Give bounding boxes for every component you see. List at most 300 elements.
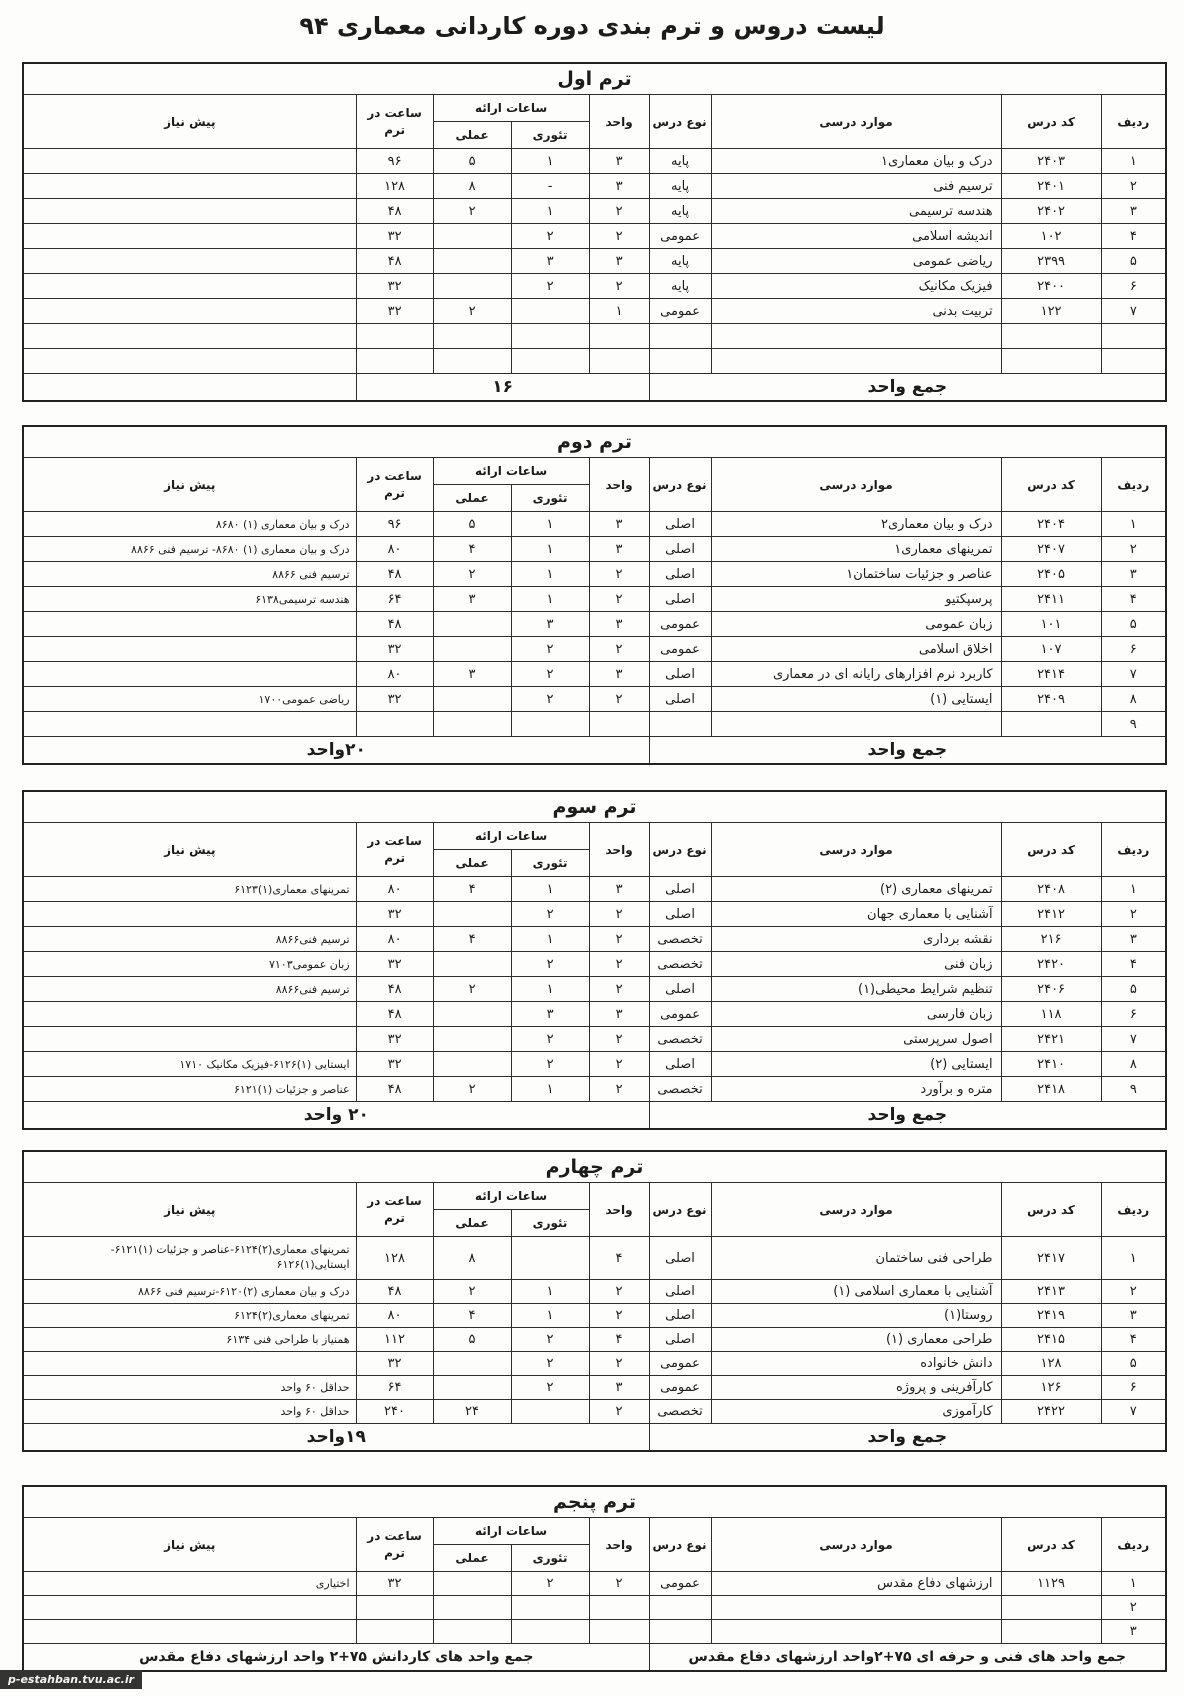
table-header xyxy=(23,63,1166,149)
table-header xyxy=(23,426,1166,512)
practical-hours-cell xyxy=(433,349,511,374)
theory-hours-cell: ۲ xyxy=(511,637,589,662)
header-practical: عملی xyxy=(433,1545,511,1572)
course-code-cell: ۲۴۰۴ xyxy=(1001,512,1101,537)
row-number-cell: ۹ xyxy=(1101,1077,1166,1102)
course-name-cell: فیزیک مکانیک xyxy=(711,274,1001,299)
term-hours-cell xyxy=(356,1620,433,1644)
practical-hours-cell xyxy=(433,902,511,927)
course-code-cell: ۱۰۷ xyxy=(1001,637,1101,662)
header-term-hours xyxy=(356,1183,433,1237)
course-code-cell: ۲۴۰۳ xyxy=(1001,149,1101,174)
course-name-cell: ایستایی (۲) xyxy=(711,1052,1001,1077)
header-hours-offered: ساعات ارائه xyxy=(433,823,589,850)
course-type-cell: اصلی xyxy=(649,902,711,927)
theory-hours-cell: ۱ xyxy=(511,877,589,902)
theory-hours-cell: ۱ xyxy=(511,1077,589,1102)
course-name-cell xyxy=(711,712,1001,737)
prerequisite-cell xyxy=(23,1352,356,1376)
table-row xyxy=(23,977,1166,1002)
row-number-cell: ۶ xyxy=(1101,1002,1166,1027)
header-term-hours-label: ساعت در ترم xyxy=(367,106,422,137)
table-row xyxy=(23,662,1166,687)
units-cell: ۲ xyxy=(589,1077,649,1102)
course-type-cell: اصلی xyxy=(649,1237,711,1280)
course-name-cell: اخلاق اسلامی xyxy=(711,637,1001,662)
course-type-cell: عمومی xyxy=(649,1376,711,1400)
prerequisite-cell xyxy=(23,712,356,737)
sum-value: جمع واحد های کاردانش ۷۵+۲ واحد ارزشهای دفاع مقدس xyxy=(23,1644,649,1672)
course-table xyxy=(22,790,1167,1130)
course-type-cell: اصلی xyxy=(649,877,711,902)
header-course-type: نوع درس xyxy=(649,1183,711,1237)
table-row xyxy=(23,712,1166,737)
course-name-cell xyxy=(711,349,1001,374)
course-code-cell: ۲۴۰۰ xyxy=(1001,274,1101,299)
course-type-cell: اصلی xyxy=(649,562,711,587)
units-cell: ۲ xyxy=(589,687,649,712)
practical-hours-cell: ۳ xyxy=(433,587,511,612)
practical-hours-cell xyxy=(433,712,511,737)
course-type-cell: پایه xyxy=(649,249,711,274)
practical-hours-cell xyxy=(433,952,511,977)
course-type-cell: اصلی xyxy=(649,977,711,1002)
row-number-cell: ۱ xyxy=(1101,1572,1166,1596)
table-row xyxy=(23,149,1166,174)
course-type-cell: پایه xyxy=(649,174,711,199)
table-row xyxy=(23,249,1166,274)
header-course-name: موارد درسی xyxy=(711,95,1001,149)
header-theory: تئوری xyxy=(511,485,589,512)
course-type-cell: اصلی xyxy=(649,1328,711,1352)
term-hours-cell xyxy=(356,324,433,349)
sum-label: جمع واحد های فنی و حرفه ای ۷۵+۲واحد ارزشهای دفاع مقدس xyxy=(649,1644,1166,1672)
header-prerequisite: پیش نیاز xyxy=(23,95,356,149)
course-code-cell: ۲۴۱۷ xyxy=(1001,1237,1101,1280)
units-cell: ۲ xyxy=(589,927,649,952)
units-cell xyxy=(589,349,649,374)
units-cell: ۳ xyxy=(589,662,649,687)
header-course-code: کد درس xyxy=(1001,1518,1101,1572)
table-row xyxy=(23,952,1166,977)
course-code-cell: ۲۴۱۸ xyxy=(1001,1077,1101,1102)
course-type-cell: عمومی xyxy=(649,637,711,662)
table-body xyxy=(23,512,1166,737)
theory-hours-cell: ۲ xyxy=(511,274,589,299)
practical-hours-cell xyxy=(433,612,511,637)
units-cell: ۲ xyxy=(589,1052,649,1077)
header-course-name: موارد درسی xyxy=(711,823,1001,877)
prerequisite-cell: زبان عمومی۷۱۰۳ xyxy=(23,952,356,977)
course-type-cell xyxy=(649,712,711,737)
theory-hours-cell: ۲ xyxy=(511,224,589,249)
course-code-cell: ۲۴۲۲ xyxy=(1001,1400,1101,1424)
course-table xyxy=(22,425,1167,765)
units-cell: ۲ xyxy=(589,274,649,299)
header-hours-offered: ساعات ارائه xyxy=(433,1183,589,1210)
row-number-cell: ۴ xyxy=(1101,224,1166,249)
theory-hours-cell: ۲ xyxy=(511,1027,589,1052)
term-section xyxy=(22,425,1165,765)
practical-hours-cell: ۲ xyxy=(433,1280,511,1304)
term-title-row xyxy=(23,63,1166,95)
header-course-type: نوع درس xyxy=(649,823,711,877)
header-course-name: موارد درسی xyxy=(711,1183,1001,1237)
watermark-url: p-estahban.tvu.ac.ir xyxy=(0,1670,142,1689)
course-type-cell: عمومی xyxy=(649,1002,711,1027)
header-term-hours xyxy=(356,458,433,512)
practical-hours-cell xyxy=(433,249,511,274)
practical-hours-cell: ۵ xyxy=(433,512,511,537)
course-code-cell xyxy=(1001,324,1101,349)
course-name-cell: اصول سرپرستی xyxy=(711,1027,1001,1052)
course-code-cell xyxy=(1001,1620,1101,1644)
row-number-cell: ۴ xyxy=(1101,952,1166,977)
row-number-cell: ۳ xyxy=(1101,1304,1166,1328)
course-name-cell: آشنایی با معماری اسلامی (۱) xyxy=(711,1280,1001,1304)
term-title-row xyxy=(23,1486,1166,1518)
prerequisite-cell: ایستایی (۱)۶۱۲۶-فیزیک مکانیک ۱۷۱۰ xyxy=(23,1052,356,1077)
header-course-code: کد درس xyxy=(1001,95,1101,149)
row-number-cell: ۱ xyxy=(1101,512,1166,537)
theory-hours-cell xyxy=(511,299,589,324)
table-row xyxy=(23,877,1166,902)
term-section xyxy=(22,1485,1165,1672)
course-type-cell: اصلی xyxy=(649,512,711,537)
course-name-cell: عناصر و جزئیات ساختمان۱ xyxy=(711,562,1001,587)
header-course-name: موارد درسی xyxy=(711,458,1001,512)
theory-hours-cell: ۲ xyxy=(511,662,589,687)
course-code-cell xyxy=(1001,712,1101,737)
theory-hours-cell xyxy=(511,349,589,374)
header-units: واحد xyxy=(589,458,649,512)
term-hours-cell: ۴۸ xyxy=(356,249,433,274)
theory-hours-cell: ۱ xyxy=(511,562,589,587)
course-type-cell: پایه xyxy=(649,199,711,224)
practical-hours-cell: ۸ xyxy=(433,1237,511,1280)
term-hours-cell: ۳۲ xyxy=(356,687,433,712)
term-hours-cell: ۸۰ xyxy=(356,1304,433,1328)
course-code-cell: ۱۱۸ xyxy=(1001,1002,1101,1027)
table-row xyxy=(23,199,1166,224)
table-footer xyxy=(23,737,1166,765)
course-type-cell: اصلی xyxy=(649,1304,711,1328)
term-hours-cell: ۳۲ xyxy=(356,637,433,662)
header-row-number: ردیف xyxy=(1101,95,1166,149)
prerequisite-cell xyxy=(23,224,356,249)
sum-value: ۱۹واحد xyxy=(23,1424,649,1452)
theory-hours-cell xyxy=(511,1237,589,1280)
course-code-cell: ۱۲۸ xyxy=(1001,1352,1101,1376)
prerequisite-cell: ریاضی عمومی۱۷۰۰ xyxy=(23,687,356,712)
practical-hours-cell: ۲ xyxy=(433,199,511,224)
row-number-cell: ۵ xyxy=(1101,249,1166,274)
units-cell: ۲ xyxy=(589,1400,649,1424)
practical-hours-cell: ۳ xyxy=(433,662,511,687)
practical-hours-cell: ۲ xyxy=(433,977,511,1002)
course-code-cell: ۱۲۶ xyxy=(1001,1376,1101,1400)
sum-value: ۲۰واحد xyxy=(23,737,649,765)
header-course-code: کد درس xyxy=(1001,823,1101,877)
units-cell: ۲ xyxy=(589,902,649,927)
practical-hours-cell: ۴ xyxy=(433,1304,511,1328)
theory-hours-cell xyxy=(511,1596,589,1620)
course-name-cell: نقشه برداری xyxy=(711,927,1001,952)
course-name-cell: طراحی معماری (۱) xyxy=(711,1328,1001,1352)
course-name-cell: درک و بیان معماری۱ xyxy=(711,149,1001,174)
theory-hours-cell: ۱ xyxy=(511,512,589,537)
term-title: ترم پنجم xyxy=(23,1486,1166,1518)
units-cell: ۳ xyxy=(589,1376,649,1400)
table-header xyxy=(23,791,1166,877)
table-row xyxy=(23,537,1166,562)
course-type-cell xyxy=(649,1620,711,1644)
course-name-cell: ریاضی عمومی xyxy=(711,249,1001,274)
table-row xyxy=(23,1280,1166,1304)
header-practical: عملی xyxy=(433,850,511,877)
table-row xyxy=(23,299,1166,324)
row-number-cell: ۴ xyxy=(1101,587,1166,612)
course-code-cell: ۱۰۱ xyxy=(1001,612,1101,637)
units-cell xyxy=(589,1596,649,1620)
prerequisite-cell: ترسیم فنی۸۸۶۶ xyxy=(23,977,356,1002)
practical-hours-cell xyxy=(433,1596,511,1620)
header-row-number: ردیف xyxy=(1101,458,1166,512)
table-row xyxy=(23,927,1166,952)
course-code-cell xyxy=(1001,349,1101,374)
prerequisite-cell xyxy=(23,149,356,174)
prerequisite-cell xyxy=(23,902,356,927)
header-row-number: ردیف xyxy=(1101,823,1166,877)
units-cell: ۲ xyxy=(589,1304,649,1328)
term-hours-cell: ۱۱۲ xyxy=(356,1328,433,1352)
units-cell xyxy=(589,1620,649,1644)
row-number-cell: ۳ xyxy=(1101,199,1166,224)
course-code-cell: ۲۴۰۲ xyxy=(1001,199,1101,224)
units-cell xyxy=(589,712,649,737)
row-number-cell: ۱ xyxy=(1101,877,1166,902)
table-row xyxy=(23,349,1166,374)
course-type-cell: تخصصی xyxy=(649,952,711,977)
header-prerequisite: پیش نیاز xyxy=(23,458,356,512)
practical-hours-cell xyxy=(433,1572,511,1596)
theory-hours-cell xyxy=(511,1400,589,1424)
prerequisite-cell: اختیاری xyxy=(23,1572,356,1596)
term-hours-cell: ۳۲ xyxy=(356,1572,433,1596)
term-section xyxy=(22,62,1165,402)
practical-hours-cell xyxy=(433,1352,511,1376)
course-name-cell: تمرینهای معماری (۲) xyxy=(711,877,1001,902)
units-cell: ۲ xyxy=(589,199,649,224)
header-hours-offered: ساعات ارائه xyxy=(433,95,589,122)
course-table xyxy=(22,62,1167,402)
header-row-number: ردیف xyxy=(1101,1518,1166,1572)
prerequisite-cell xyxy=(23,174,356,199)
row-number-cell: ۹ xyxy=(1101,712,1166,737)
table-row xyxy=(23,224,1166,249)
row-number-cell: ۵ xyxy=(1101,612,1166,637)
header-term-hours-label: ساعت در ترم xyxy=(367,469,422,500)
practical-hours-cell: ۲ xyxy=(433,299,511,324)
course-name-cell: کارآفرینی و پروژه xyxy=(711,1376,1001,1400)
theory-hours-cell xyxy=(511,324,589,349)
course-name-cell: اندیشه اسلامی xyxy=(711,224,1001,249)
units-cell: ۳ xyxy=(589,612,649,637)
sum-row xyxy=(23,1424,1166,1452)
course-name-cell: زبان عمومی xyxy=(711,612,1001,637)
row-number-cell: ۳ xyxy=(1101,927,1166,952)
row-number-cell: ۶ xyxy=(1101,1376,1166,1400)
prerequisite-cell: درک و بیان معماری (۱) ۸۶۸۰ xyxy=(23,512,356,537)
course-name-cell: ایستایی (۱) xyxy=(711,687,1001,712)
table-row xyxy=(23,612,1166,637)
theory-hours-cell: ۲ xyxy=(511,1328,589,1352)
course-type-cell xyxy=(649,324,711,349)
term-hours-cell: ۶۴ xyxy=(356,1376,433,1400)
term-title: ترم سوم xyxy=(23,791,1166,823)
course-type-cell: عمومی xyxy=(649,1572,711,1596)
course-type-cell xyxy=(649,349,711,374)
sum-value: ۲۰ واحد xyxy=(23,1102,649,1130)
prerequisite-cell: تمرینهای معماری(۲)۶۱۲۴ xyxy=(23,1304,356,1328)
course-code-cell: ۲۴۰۱ xyxy=(1001,174,1101,199)
sum-row xyxy=(23,374,1166,402)
course-name-cell: متره و برآورد xyxy=(711,1077,1001,1102)
term-hours-cell: ۳۲ xyxy=(356,952,433,977)
units-cell: ۲ xyxy=(589,224,649,249)
term-hours-cell: ۴۸ xyxy=(356,1077,433,1102)
theory-hours-cell: ۲ xyxy=(511,952,589,977)
header-practical: عملی xyxy=(433,485,511,512)
row-number-cell: ۶ xyxy=(1101,274,1166,299)
term-hours-cell: ۴۸ xyxy=(356,199,433,224)
sum-row xyxy=(23,1102,1166,1130)
prerequisite-cell xyxy=(23,199,356,224)
table-body xyxy=(23,1572,1166,1644)
course-name-cell: پرسپکتیو xyxy=(711,587,1001,612)
course-name-cell: تمرینهای معماری۱ xyxy=(711,537,1001,562)
table-footer xyxy=(23,374,1166,402)
course-type-cell: پایه xyxy=(649,274,711,299)
term-hours-cell: ۴۸ xyxy=(356,1002,433,1027)
course-code-cell: ۲۴۱۹ xyxy=(1001,1304,1101,1328)
course-type-cell: عمومی xyxy=(649,224,711,249)
units-cell: ۳ xyxy=(589,149,649,174)
theory-hours-cell: ۱ xyxy=(511,1280,589,1304)
header-units: واحد xyxy=(589,823,649,877)
row-number-cell: ۷ xyxy=(1101,662,1166,687)
units-cell: ۲ xyxy=(589,587,649,612)
row-number-cell: ۳ xyxy=(1101,1620,1166,1644)
row-number-cell xyxy=(1101,349,1166,374)
course-code-cell: ۲۴۱۱ xyxy=(1001,587,1101,612)
header-course-code: کد درس xyxy=(1001,1183,1101,1237)
header-theory: تئوری xyxy=(511,850,589,877)
course-name-cell: درک و بیان معماری۲ xyxy=(711,512,1001,537)
table-row xyxy=(23,1027,1166,1052)
units-cell: ۳ xyxy=(589,174,649,199)
practical-hours-cell xyxy=(433,1027,511,1052)
practical-hours-cell xyxy=(433,1002,511,1027)
column-header-row xyxy=(23,823,1166,850)
term-hours-cell: ۴۸ xyxy=(356,612,433,637)
prerequisite-cell xyxy=(23,249,356,274)
row-number-cell: ۱ xyxy=(1101,1237,1166,1280)
table-body xyxy=(23,1237,1166,1424)
theory-hours-cell: ۱ xyxy=(511,537,589,562)
course-code-cell xyxy=(1001,1596,1101,1620)
prerequisite-cell xyxy=(23,324,356,349)
theory-hours-cell: ۱ xyxy=(511,1304,589,1328)
course-name-cell: هندسه ترسیمی xyxy=(711,199,1001,224)
header-practical: عملی xyxy=(433,122,511,149)
term-section xyxy=(22,1150,1165,1452)
practical-hours-cell xyxy=(433,274,511,299)
term-hours-cell: ۹۶ xyxy=(356,149,433,174)
theory-hours-cell: ۳ xyxy=(511,1002,589,1027)
row-number-cell: ۲ xyxy=(1101,902,1166,927)
theory-hours-cell: ۲ xyxy=(511,1572,589,1596)
table-row xyxy=(23,1077,1166,1102)
course-type-cell: اصلی xyxy=(649,587,711,612)
term-hours-cell: ۸۰ xyxy=(356,877,433,902)
header-prerequisite: پیش نیاز xyxy=(23,823,356,877)
prerequisite-cell: حداقل ۶۰ واحد xyxy=(23,1376,356,1400)
prerequisite-cell: تمرینهای معماری(۲)۶۱۲۴-عناصر و جزئیات (۱)۶۱۲۱- ایستایی(۱)۶۱۲۶ xyxy=(23,1237,356,1280)
units-cell: ۳ xyxy=(589,512,649,537)
header-term-hours xyxy=(356,1518,433,1572)
course-name-cell xyxy=(711,1596,1001,1620)
term-hours-cell xyxy=(356,349,433,374)
course-name-cell: تنظیم شرایط محیطی(۱) xyxy=(711,977,1001,1002)
term-hours-cell: ۱۲۸ xyxy=(356,174,433,199)
table-row xyxy=(23,274,1166,299)
table-row xyxy=(23,1596,1166,1620)
prerequisite-cell: حداقل ۶۰ واحد xyxy=(23,1400,356,1424)
units-cell: ۲ xyxy=(589,1572,649,1596)
page-title: لیست دروس و ترم بندی دوره کاردانی معماری ۹۴ xyxy=(299,12,885,40)
table-row xyxy=(23,1376,1166,1400)
table-row xyxy=(23,562,1166,587)
table-row xyxy=(23,637,1166,662)
units-cell: ۲ xyxy=(589,952,649,977)
course-type-cell: تخصصی xyxy=(649,927,711,952)
term-hours-cell: ۴۸ xyxy=(356,562,433,587)
course-code-cell: ۲۴۰۵ xyxy=(1001,562,1101,587)
course-code-cell: ۲۴۱۵ xyxy=(1001,1328,1101,1352)
prerequisite-cell: ترسیم فنی۸۸۶۶ xyxy=(23,927,356,952)
course-type-cell: عمومی xyxy=(649,1352,711,1376)
course-code-cell: ۱۱۲۹ xyxy=(1001,1572,1101,1596)
header-course-code: کد درس xyxy=(1001,458,1101,512)
header-term-hours-label: ساعت در ترم xyxy=(367,1529,422,1560)
prerequisite-cell xyxy=(23,612,356,637)
course-code-cell: ۲۴۰۶ xyxy=(1001,977,1101,1002)
table-header xyxy=(23,1151,1166,1237)
prerequisite-cell: هندسه ترسیمی۶۱۳۸ xyxy=(23,587,356,612)
prerequisite-cell xyxy=(23,1620,356,1644)
term-hours-cell: ۹۶ xyxy=(356,512,433,537)
row-number-cell: ۴ xyxy=(1101,1328,1166,1352)
course-code-cell: ۲۴۲۰ xyxy=(1001,952,1101,977)
row-number-cell: ۸ xyxy=(1101,687,1166,712)
theory-hours-cell: ۲ xyxy=(511,1376,589,1400)
units-cell: ۴ xyxy=(589,1237,649,1280)
table-row xyxy=(23,687,1166,712)
column-header-row xyxy=(23,95,1166,122)
course-code-cell: ۲۳۹۹ xyxy=(1001,249,1101,274)
header-term-hours-label: ساعت در ترم xyxy=(367,1194,422,1225)
